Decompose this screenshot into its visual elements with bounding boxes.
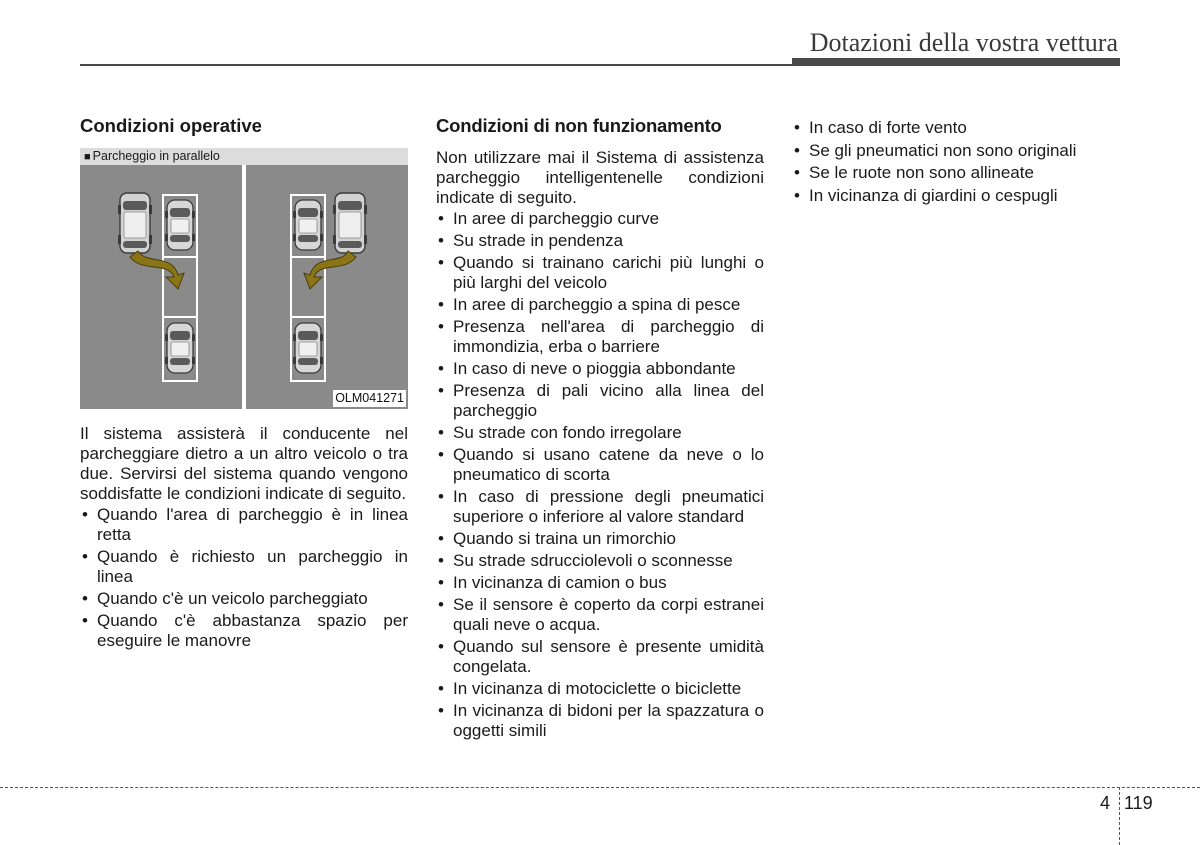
list-item: • Presenza nell'area di parcheggio di immondizia, erba o barriere (436, 317, 764, 357)
non-operating-conditions-list-continued (792, 118, 1122, 206)
right-column (792, 117, 1122, 208)
list-item: • In caso di pressione degli pneumatici superiore o inferiore al valore standard (436, 487, 764, 527)
parked-car-icon (165, 200, 195, 250)
operating-conditions-intro: Il sistema assisterà il conducente nel parcheggiare dietro a un altro veicolo o tra due. Servirsi del sistema quando vengono soddisfatte le condizioni indicate di seguito. (80, 424, 408, 503)
middle-column (436, 114, 764, 743)
asphalt-panel-right (246, 165, 408, 409)
page-header-title: Dotazioni della vostra vettura (809, 28, 1118, 57)
list-item: • In vicinanza di bidoni per la spazzatura o oggetti simili (436, 701, 764, 741)
parallel-parking-illustration (80, 165, 408, 409)
parked-car-icon (165, 323, 195, 373)
list-item: • Se il sensore è coperto da corpi estranei quali neve o acqua. (436, 595, 764, 635)
footer-rule (0, 787, 1200, 788)
chapter-number: 4 (1100, 793, 1111, 813)
non-operating-intro: Non utilizzare mai il Sistema di assistenza parcheggio intelligentenelle condizioni indicate di seguito. (436, 148, 764, 207)
parked-car-icon (293, 323, 323, 373)
suv-car-icon (118, 193, 152, 253)
list-item: • Quando si traina un rimorchio (436, 529, 764, 549)
list-item: • Se le ruote non sono allineate (792, 163, 1122, 183)
non-operating-conditions-list (436, 209, 764, 741)
suv-car-icon (333, 193, 367, 253)
left-column (80, 114, 408, 653)
section-heading-non-operating-conditions: Condizioni di non funzionamento (436, 115, 722, 136)
list-item: • Quando c'è un veicolo parcheggiato (80, 589, 408, 609)
list-item: • Quando l'area di parcheggio è in linea retta (80, 505, 408, 545)
list-item: • In caso di neve o pioggia abbondante (436, 359, 764, 379)
list-item: • Quando c'è abbastanza spazio per eseguire le manovre (80, 611, 408, 651)
list-item: • In vicinanza di giardini o cespugli (792, 186, 1122, 206)
caption-marker: ■ (84, 151, 91, 163)
footer-divider (1119, 787, 1120, 845)
list-item: • Quando si usano catene da neve o lo pneumatico di scorta (436, 445, 764, 485)
list-item: • Presenza di pali vicino alla linea del parcheggio (436, 381, 764, 421)
section-heading-operating-conditions: Condizioni operative (80, 115, 262, 136)
list-item: • In vicinanza di motociclette o biciclette (436, 679, 764, 699)
list-item: • In aree di parcheggio a spina di pesce (436, 295, 764, 315)
list-item: • Su strade sdrucciolevoli o sconnesse (436, 551, 764, 571)
operating-conditions-list (80, 505, 408, 651)
asphalt-panel-left (80, 165, 242, 409)
list-item: • Quando sul sensore è presente umidità congelata. (436, 637, 764, 677)
header-rule-bar (792, 58, 1120, 66)
list-item: • In caso di forte vento (792, 118, 1122, 138)
parked-car-icon (293, 200, 323, 250)
list-item: • Su strade in pendenza (436, 231, 764, 251)
parking-diagram-svg (80, 165, 408, 409)
list-item: • Se gli pneumatici non sono originali (792, 141, 1122, 161)
figure-code: OLM041271 (335, 391, 404, 405)
header-rule (80, 64, 792, 66)
list-item: • Su strade con fondo irregolare (436, 423, 764, 443)
list-item: • Quando è richiesto un parcheggio in linea (80, 547, 408, 587)
list-item: • Quando si trainano carichi più lunghi o più larghi del veicolo (436, 253, 764, 293)
list-item: • In vicinanza di camion o bus (436, 573, 764, 593)
page-number: 119 (1124, 793, 1153, 813)
figure-caption-text: Parcheggio in parallelo (92, 149, 220, 163)
figure-caption (80, 148, 408, 165)
list-item: • In aree di parcheggio curve (436, 209, 764, 229)
